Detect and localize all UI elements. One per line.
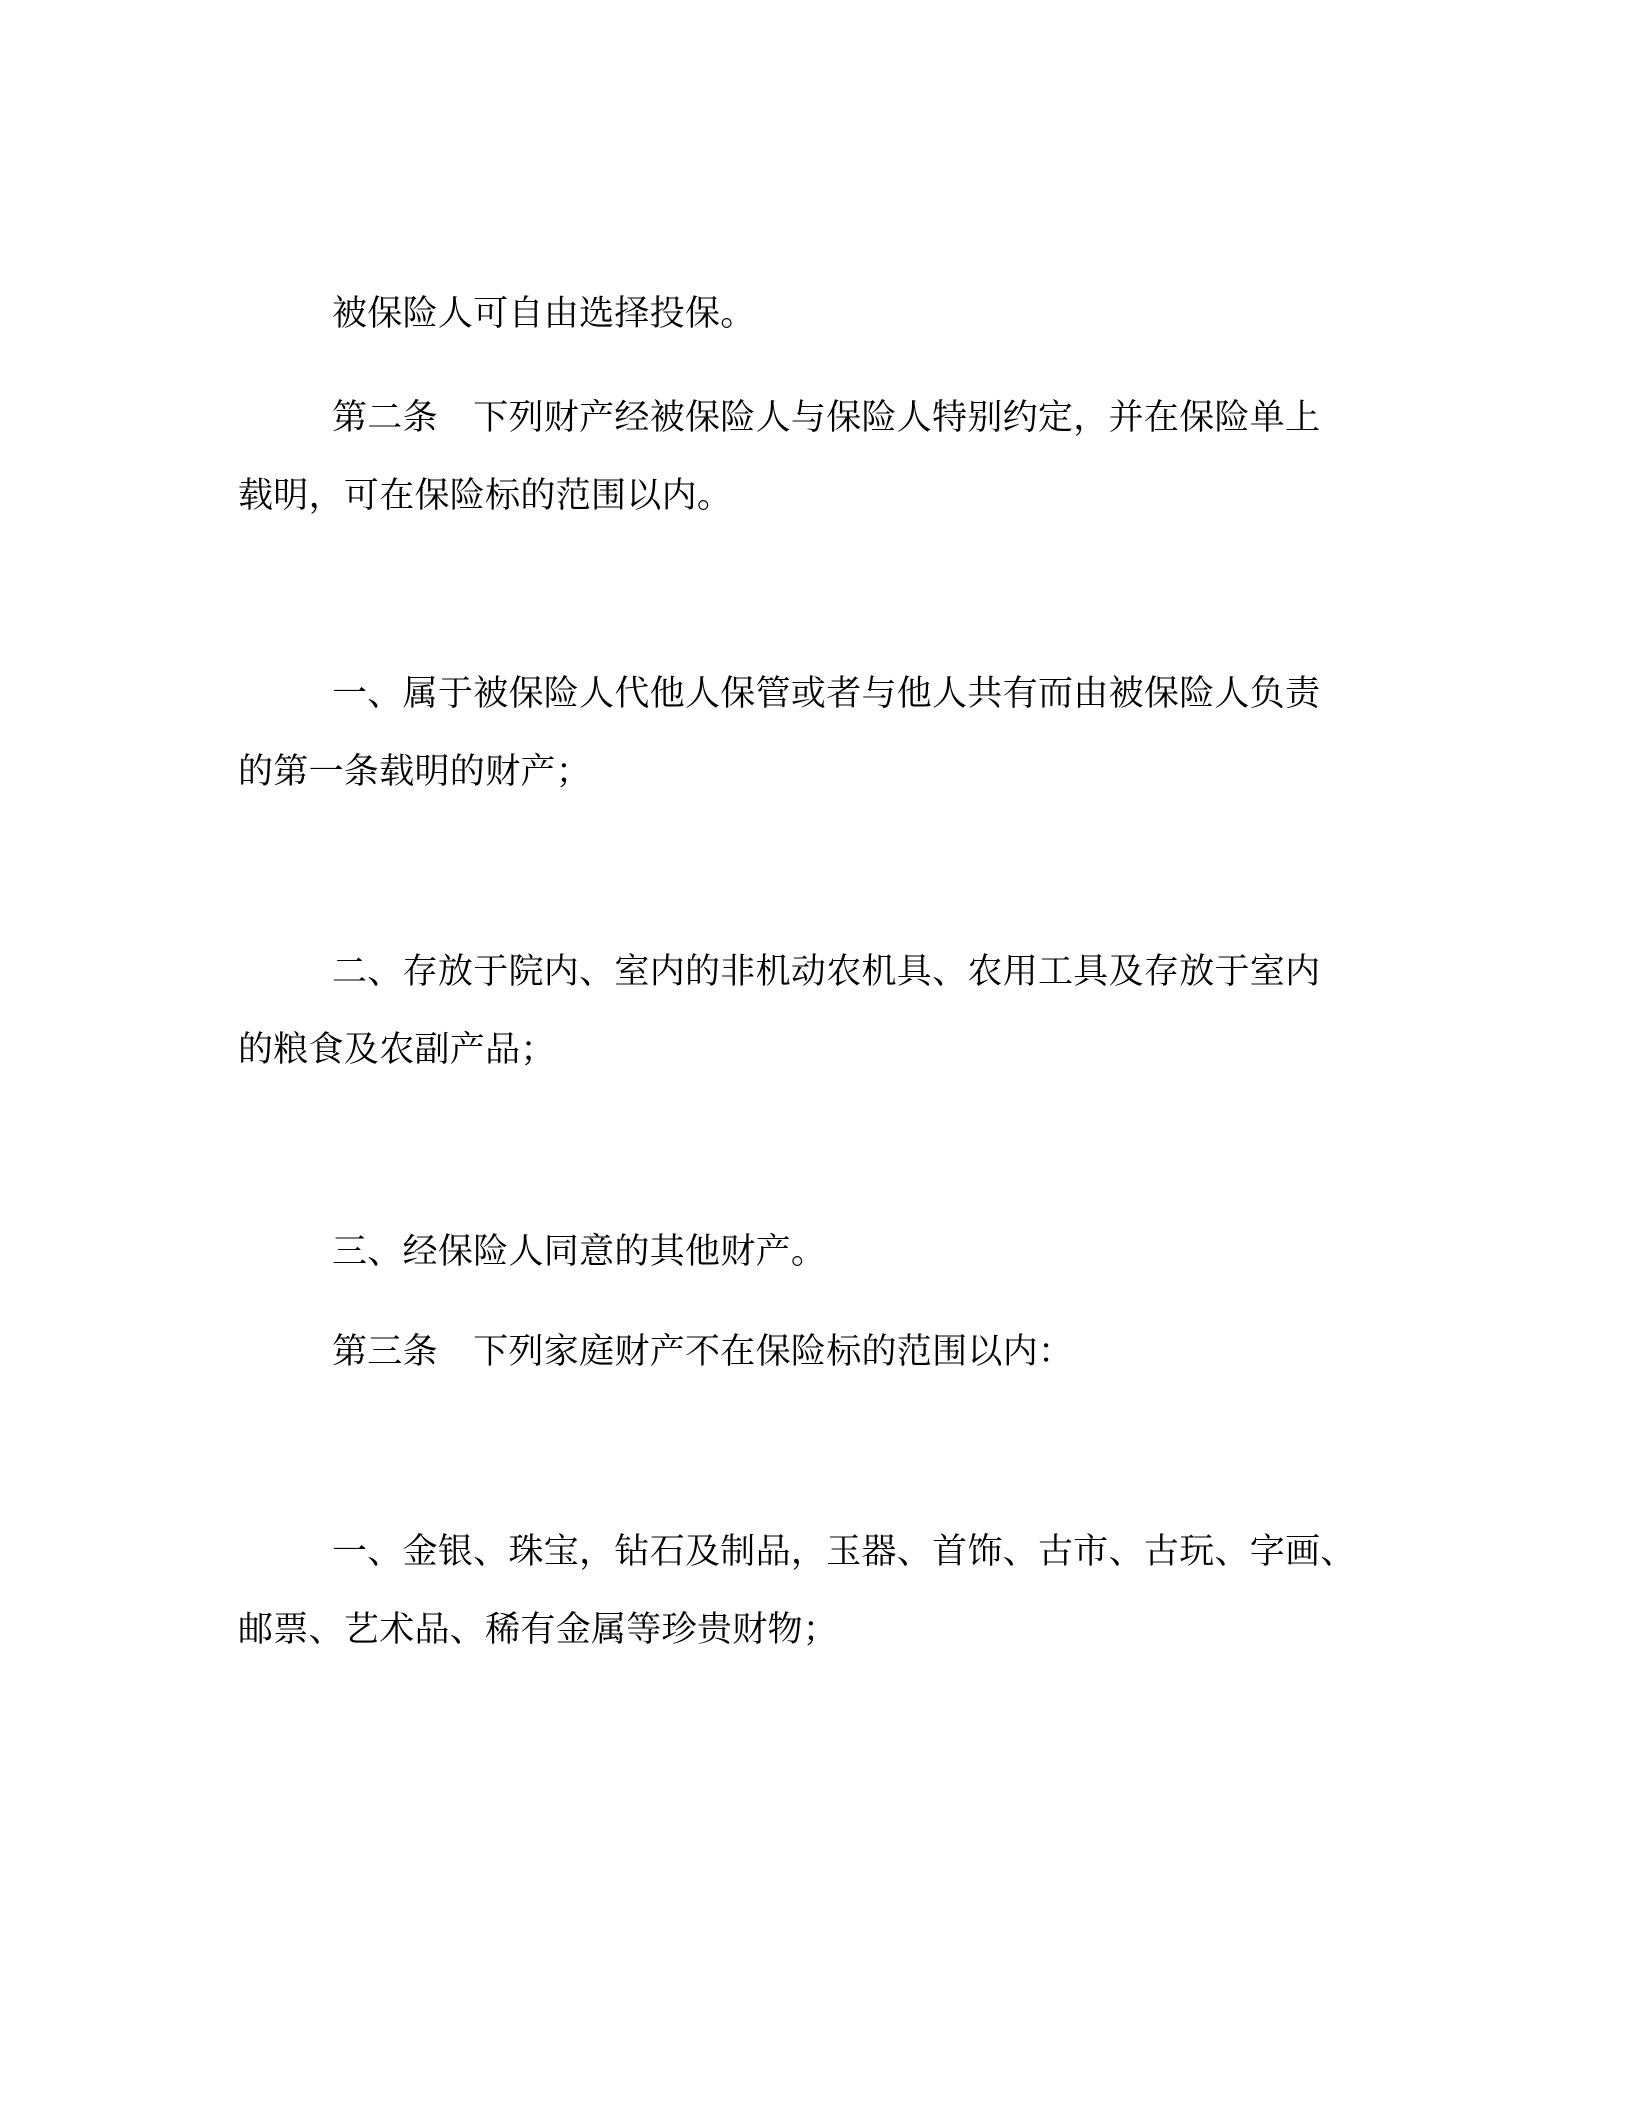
list-item-line: 的第一条载明的财产；: [238, 752, 592, 792]
list-item-line: 一、金银、珠宝，钻石及制品，玉器、首饰、古市、古玩、字画、: [332, 1532, 1356, 1572]
paragraph-line: 载明，可在保险标的范围以内。: [238, 476, 733, 516]
list-item-line: 的粮食及农副产品；: [238, 1030, 556, 1070]
list-item-line: 一、属于被保险人代他人保管或者与他人共有而由被保险人负责: [332, 674, 1321, 714]
article-3-heading-line: 第三条 下列家庭财产不在保险标的范围以内：: [332, 1332, 1074, 1372]
list-item-line: 邮票、艺术品、稀有金属等珍贵财物；: [238, 1610, 839, 1650]
paragraph-line: 被保险人可自由选择投保。: [332, 294, 756, 334]
list-item-line: 三、经保险人同意的其他财产。: [332, 1232, 827, 1272]
article-2-heading-line: 第二条 下列财产经被保险人与保险人特别约定，并在保险单上: [332, 398, 1321, 438]
list-item-line: 二、存放于院内、室内的非机动农机具、农用工具及存放于室内: [332, 952, 1321, 992]
